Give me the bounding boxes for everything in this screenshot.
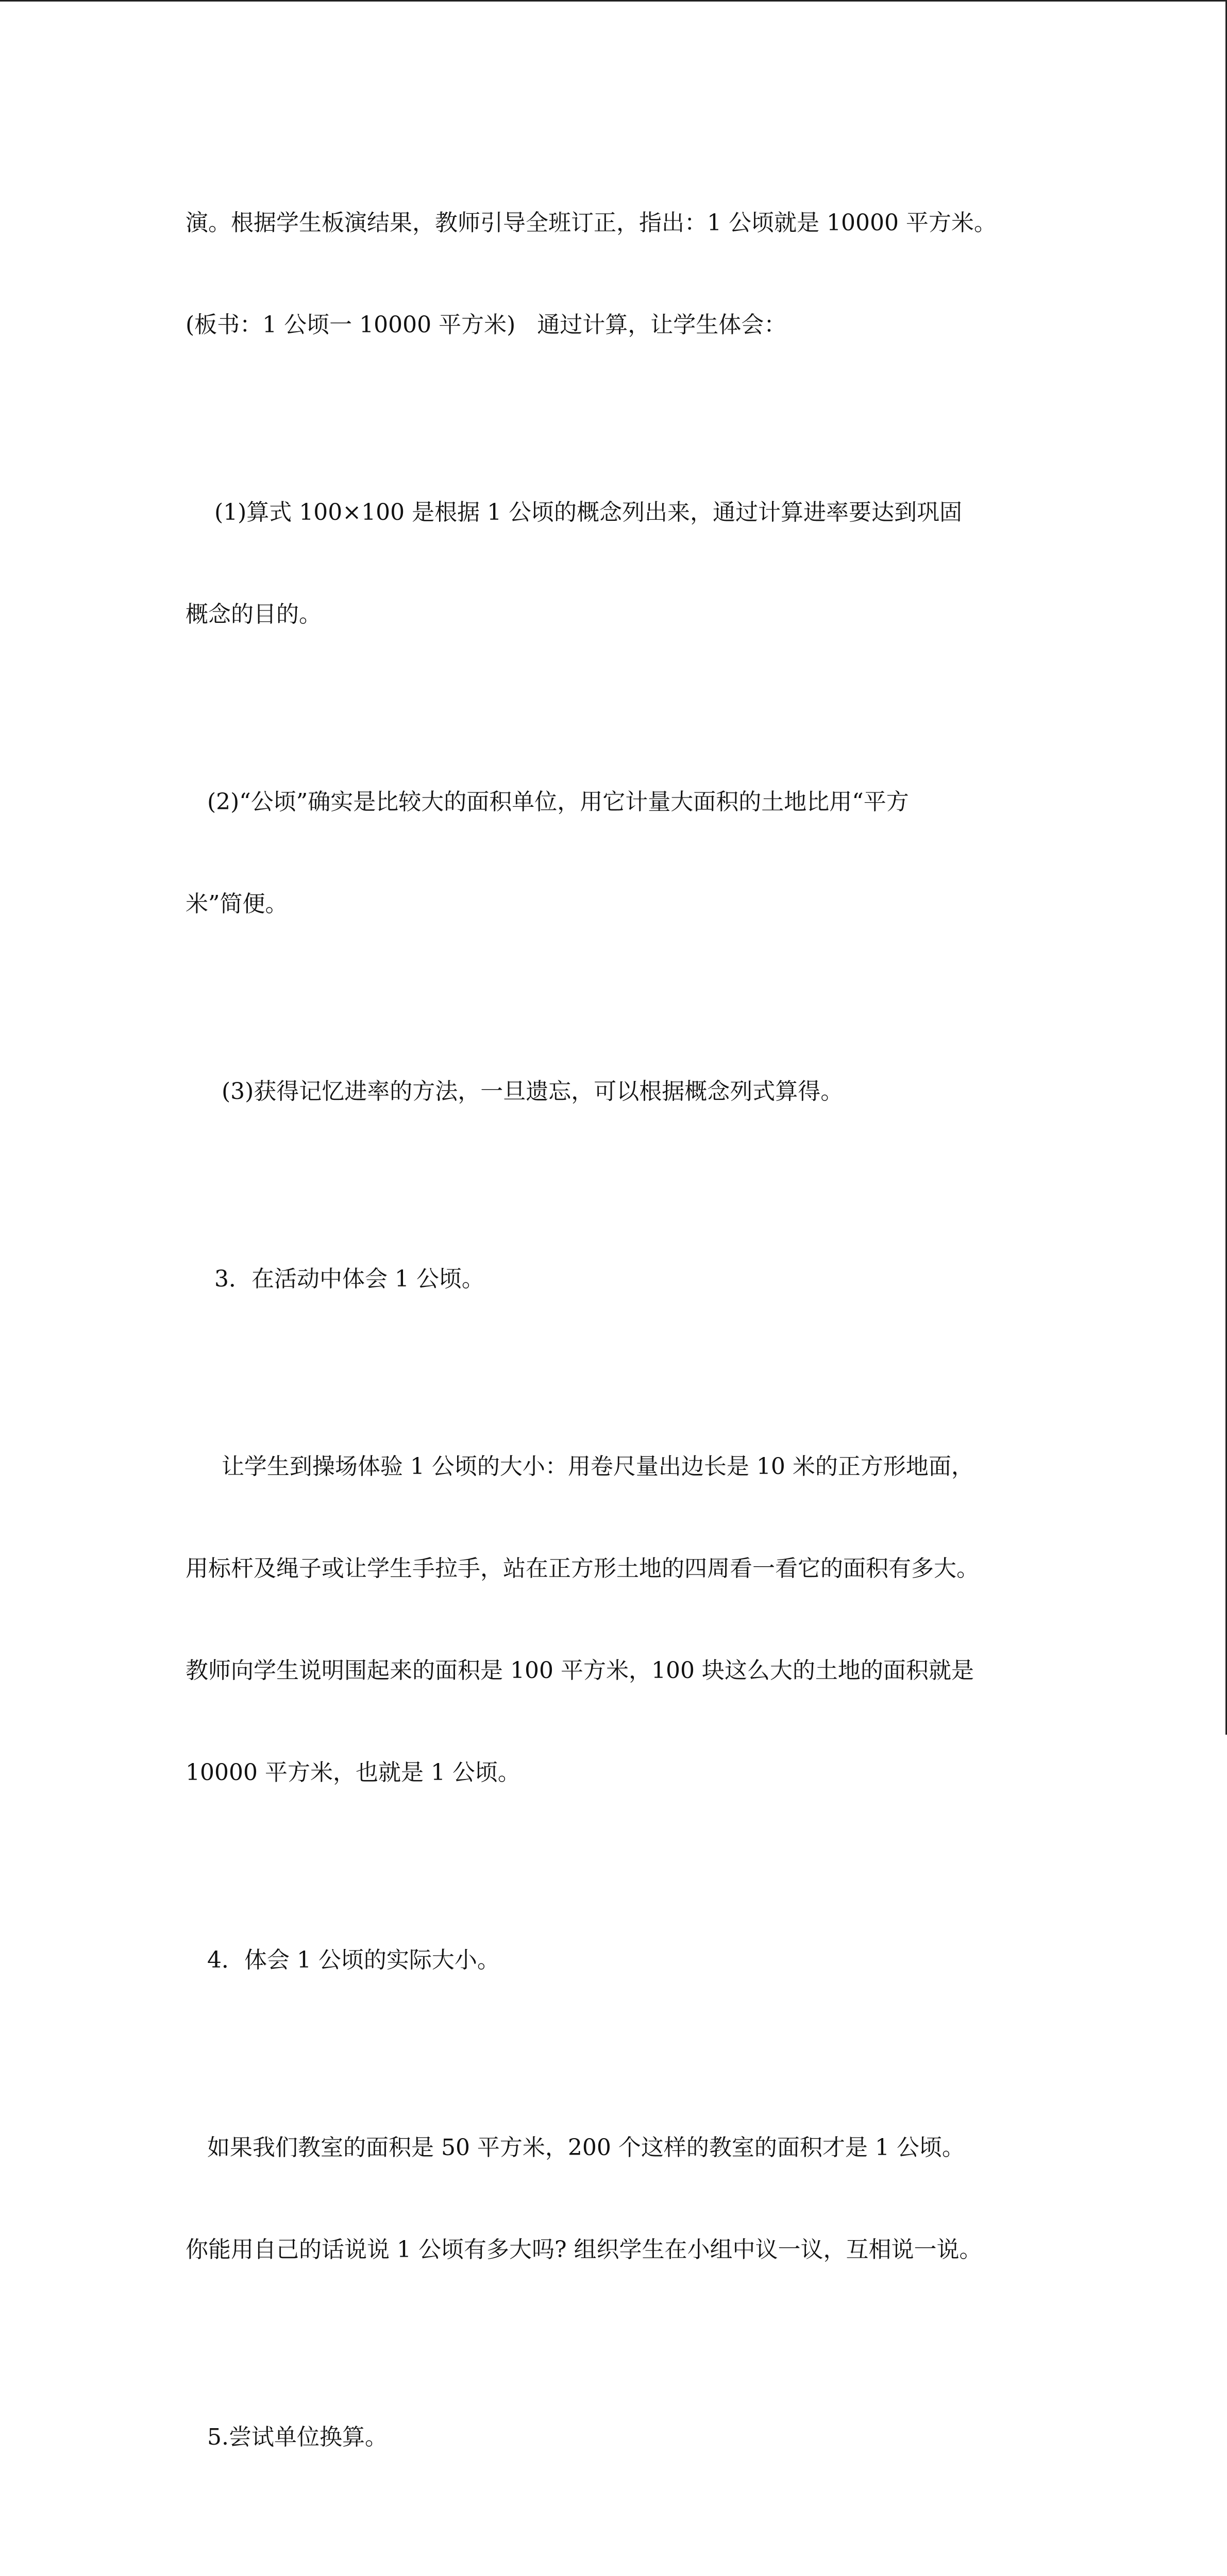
text-line: (1)算式 100×100 是根据 1 公顷的概念列出来，通过计算进率要达到巩固 xyxy=(186,499,963,526)
paragraph-summary xyxy=(186,2540,1041,2576)
text-line: 用标杆及绳子或让学生手拉手，站在正方形土地的四周看一看它的面积有多大。 xyxy=(186,1555,979,1582)
section-heading-5 xyxy=(186,2352,1041,2522)
text-line: (板书：1 公顷一 10000 平方米) 通过计算，让学生体会： xyxy=(186,312,787,338)
text-line: 演。根据学生板演结果，教师引导全班订正，指出：1 公顷就是 10000 平方米。 xyxy=(186,210,997,236)
text-line: 米”简便。 xyxy=(186,891,288,917)
text-line: (3)获得记忆进率的方法，一旦遗忘，可以根据概念列式算得。 xyxy=(186,1078,844,1105)
text-line: 10000 平方米，也就是 1 公顷。 xyxy=(186,1759,520,1786)
section-heading-4 xyxy=(186,1875,1041,2045)
section-heading-3 xyxy=(186,1194,1041,1364)
paragraph-board-writing xyxy=(186,138,1041,410)
text-line: 3．在活动中体会 1 公顷。 xyxy=(186,1266,484,1292)
text-line: 4．体会 1 公顷的实际大小。 xyxy=(186,1947,500,1973)
text-line: 你能用自己的话说说 1 公顷有多大吗? 组织学生在小组中议一议，互相说一说。 xyxy=(186,2236,982,2263)
text-line: 如果我们教室的面积是 50 平方米，200 个这样的教室的面积才是 1 公顷。 xyxy=(186,2134,965,2161)
paragraph-point-3 xyxy=(186,1007,1041,1177)
paragraph-point-1 xyxy=(186,428,1041,700)
paragraph-playground-activity xyxy=(186,1382,1041,1858)
document-body xyxy=(186,138,1041,2576)
text-line: 5.尝试单位换算。 xyxy=(186,2424,388,2450)
text-line: (2)“公顷”确实是比较大的面积单位，用它计量大面积的土地比用“平方 xyxy=(186,789,909,815)
paragraph-point-2 xyxy=(186,717,1041,989)
text-line: 教师向学生说明围起来的面积是 100 平方米，100 块这么大的土地的面积就是 xyxy=(186,1657,974,1684)
text-line: 让学生到操场体验 1 公顷的大小：用卷尺量出边长是 10 米的正方形地面， xyxy=(186,1453,974,1480)
paragraph-classroom-example xyxy=(186,2063,1041,2335)
text-line: 概念的目的。 xyxy=(186,601,322,628)
